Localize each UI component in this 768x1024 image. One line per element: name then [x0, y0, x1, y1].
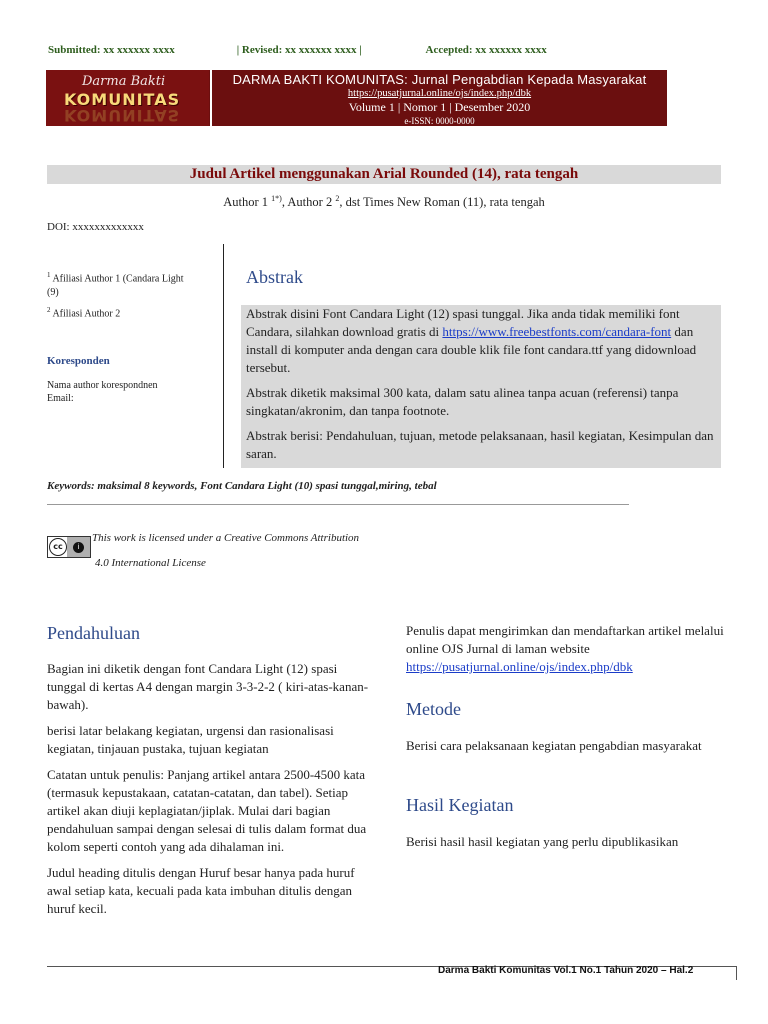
accepted-date: Accepted: xx xxxxxx xxxx [425, 44, 547, 56]
journal-logo [46, 70, 209, 126]
license-text-line-2: 4.0 International License [95, 557, 206, 569]
author-2: , Author 2 [281, 195, 333, 210]
creative-commons-icon: cc [49, 538, 67, 556]
journal-info [212, 70, 667, 126]
pendahuluan-body [47, 660, 372, 926]
affiliation-1 [47, 268, 197, 300]
column-divider [223, 244, 224, 468]
author-1: Author 1 [223, 195, 269, 210]
abstract-heading: Abstrak [246, 267, 303, 287]
license-text-line-1: This work is licensed under a Creative Commons Attribution [92, 532, 360, 544]
submission-text: Penulis dapat mengirimkan dan mendaftarkan artikel melalui online OJS Jurnal di laman website [406, 623, 724, 656]
cc-by-license-badge[interactable] [47, 536, 91, 558]
pendahuluan-paragraph-1: Bagian ini diketik dengan font Candara Light (12) spasi tunggal di kertas A4 dengan margin 3-3-2-2 ( kiri-atas-kanan-bawah). [47, 661, 369, 712]
author-line [0, 194, 768, 210]
metode-heading: Metode [406, 699, 461, 719]
logo-top-text: Darma Bakti [82, 74, 166, 89]
logo-reflection: KOMUNITAS [64, 106, 181, 125]
keywords: Keywords: maksimal 8 keywords, Font Candara Light (10) spasi tunggal,miring, tebal [47, 480, 437, 492]
horizontal-rule [47, 504, 629, 505]
affiliation-2-mark: 2 [47, 306, 51, 314]
pendahuluan-paragraph-4: Judul heading ditulis dengan Huruf besar hanya pada huruf awal setiap kata, kecuali pada kata imbuhan ditulis dengan huruf kecil. [47, 865, 355, 916]
footer-rule-tick [736, 966, 737, 980]
abstract-paragraph-1 [246, 305, 718, 377]
author-note: , dst Times New Roman (11), rata tengah [339, 195, 545, 210]
koresponden-email: Email: [47, 393, 74, 404]
metode-text: Berisi cara pelaksanaan kegiatan pengabdian masyarakat [406, 738, 702, 753]
author-2-affiliation-mark: 2 [335, 194, 340, 203]
logo-main-text: KOMUNITAS [64, 90, 181, 109]
affiliation-2-text: Afiliasi Author 2 [50, 308, 121, 320]
koresponden-name: Nama author korespondnen [47, 380, 158, 391]
hasil-kegiatan-heading: Hasil Kegiatan [406, 795, 514, 815]
attribution-icon: i [73, 542, 84, 553]
pendahuluan-heading: Pendahuluan [47, 623, 140, 643]
abstract-paragraph-2: Abstrak diketik maksimal 300 kata, dalam satu alinea tanpa acuan (referensi) tanpa singkatan/akronim, dan tanpa footnote. [246, 385, 679, 418]
article-title: Judul Artikel menggunakan Arial Rounded (14), rata tengah [47, 165, 721, 184]
submission-dates [48, 44, 547, 56]
abstract-paragraph-3: Abstrak berisi: Pendahuluan, tujuan, metode pelaksanaan, hasil kegiatan, Kesimpulan dan saran. [246, 428, 714, 461]
journal-banner [46, 70, 667, 126]
journal-volume: Volume 1 | Nomor 1 | Desember 2020 [348, 100, 531, 114]
affiliation-1-text: Afiliasi Author 1 (Candara Light (9) [47, 273, 184, 299]
revised-date: | Revised: xx xxxxxx xxxx | [236, 44, 362, 56]
journal-url-link[interactable]: https://pusatjurnal.online/ojs/index.php/dbk [347, 88, 532, 99]
submission-paragraph [406, 622, 726, 676]
journal-name: DARMA BAKTI KOMUNITAS: Jurnal Pengabdian Kepada Masyarakat [232, 72, 647, 87]
doi: DOI: xxxxxxxxxxxxx [47, 221, 144, 233]
affiliation-2 [47, 306, 197, 319]
candara-font-link[interactable]: https://www.freebestfonts.com/candara-font [442, 324, 672, 339]
attribution-part [67, 537, 90, 557]
ojs-website-link[interactable]: https://pusatjurnal.online/ojs/index.php/dbk [406, 659, 633, 674]
koresponden-info [47, 379, 158, 405]
hasil-kegiatan-text: Berisi hasil hasil kegiatan yang perlu dipublikasikan [406, 834, 679, 849]
abstract-p1-end: dan install di komputer anda dengan cara double klik file font candara.ttf yang didownload tersebut. [246, 324, 697, 375]
pendahuluan-paragraph-3: Catatan untuk penulis: Panjang artikel antara 2500-4500 kata (termasuk kepustakaan, catatan-catatan, dan tabel). Setiap artikel akan diuji keplagiatan/jiplak. Mulai dari bagian pendahuluan sampai dengan selesai di tulis dalam format dua kolom seperti contoh yang ada dihalaman ini. [47, 767, 367, 854]
pendahuluan-paragraph-2: berisi latar belakang kegiatan, urgensi dan rasionalisasi kegiatan, tinjauan pustaka, tujuan kegiatan [47, 723, 334, 756]
page-footer: Darma Bakti Komunitas Vol.1 No.1 Tahun 2020 – Hal.2 [438, 965, 694, 976]
abstract-p1-start: Abstrak disini Font Candara Light (12) spasi tunggal. Jika anda tidak memiliki font Candara, silahkan download gratis di [246, 306, 680, 339]
affiliation-1-mark: 1 [47, 271, 51, 279]
abstract-body [246, 305, 718, 470]
koresponden-heading: Koresponden [47, 355, 110, 367]
journal-issn: e-ISSN: 0000-0000 [404, 116, 475, 126]
submitted-date: Submitted: xx xxxxxx xxxx [48, 44, 175, 56]
author-1-affiliation-mark: 1*) [271, 194, 282, 203]
